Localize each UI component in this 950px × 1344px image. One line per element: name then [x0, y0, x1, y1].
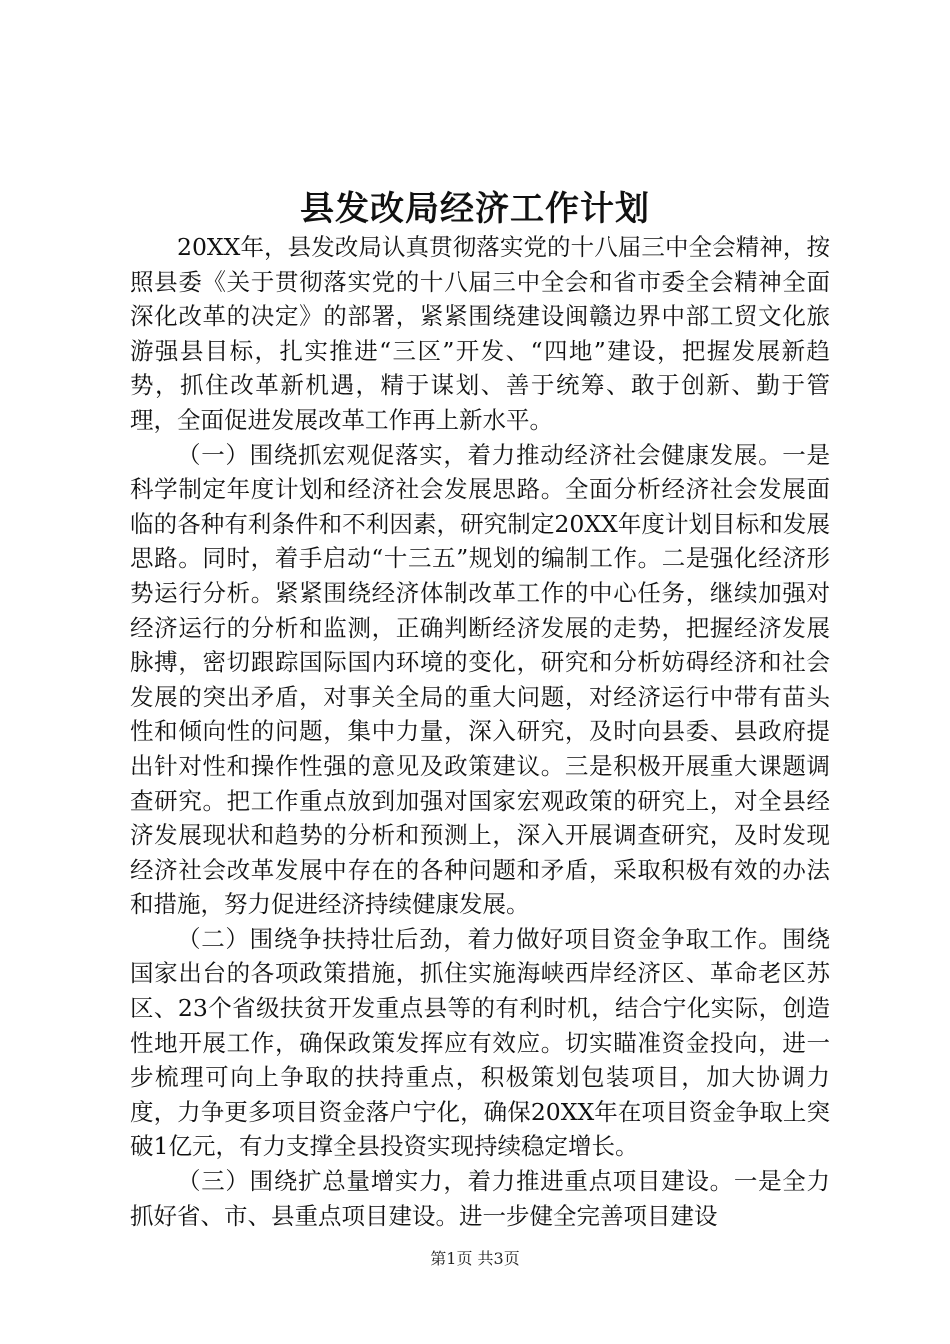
paragraph-section-2: （二）围绕争扶持壮后劲，着力做好项目资金争取工作。围绕国家出台的各项政策措施，抓住实施海峡西岸经济区、革命老区苏区、23个省级扶贫开发重点县等的有利时机，结合宁化实际，创造性地开展工作，确保政策发挥应有效应。切实瞄准资金投向，进一步梳理可向上争取的扶持重点，积极策划包装项目，加大协调力度，力争更多项目资金落户宁化，确保20XX年在项目资金争取上突破1亿元，有力支撑全县投资实现持续稳定增长。 — [130, 924, 830, 1161]
paragraph-intro: 20XX年，县发改局认真贯彻落实党的十八届三中全会精神，按照县委《关于贯彻落实党的十八届三中全会和省市委全会精神全面深化改革的决定》的部署，紧紧围绕建设闽赣边界中部工贸文化旅游强县目标，扎实推进“三区”开发、“四地”建设，把握发展新趋势，抓住改革新机遇，精于谋划、善于统筹、敢于创新、勤于管理，全面促进发展改革工作再上新水平。 — [130, 233, 830, 434]
document-body — [130, 230, 830, 1233]
page-number-footer: 第1页 共3页 — [430, 1249, 520, 1268]
paragraph-section-3: （三）围绕扩总量增实力，着力推进重点项目建设。一是全力抓好省、市、县重点项目建设。进一步健全完善项目建设 — [130, 1167, 830, 1230]
document-title: 县发改局经济工作计划 — [300, 189, 650, 229]
paragraph-section-1: （一）围绕抓宏观促落实，着力推动经济社会健康发展。一是科学制定年度计划和经济社会发展思路。全面分析经济社会发展面临的各种有利条件和不利因素，研究制定20XX年度计划目标和发展思路。同时，着手启动“十三五”规划的编制工作。二是强化经济形势运行分析。紧紧围绕经济体制改革工作的中心任务，继续加强对经济运行的分析和监测，正确判断经济发展的走势，把握经济发展脉搏，密切跟踪国际国内环境的变化，研究和分析妨碍经济和社会发展的突出矛盾，对事关全局的重大问题，对经济运行中带有苗头性和倾向性的问题，集中力量，深入研究，及时向县委、县政府提出针对性和操作性强的意见及政策建议。三是积极开展重大课题调查研究。把工作重点放到加强对国家宏观政策的研究上，对全县经济发展现状和趋势的分析和预测上，深入开展调查研究，及时发现经济社会改革发展中存在的各种问题和矛盾，采取积极有效的办法和措施，努力促进经济持续健康发展。 — [130, 440, 830, 919]
